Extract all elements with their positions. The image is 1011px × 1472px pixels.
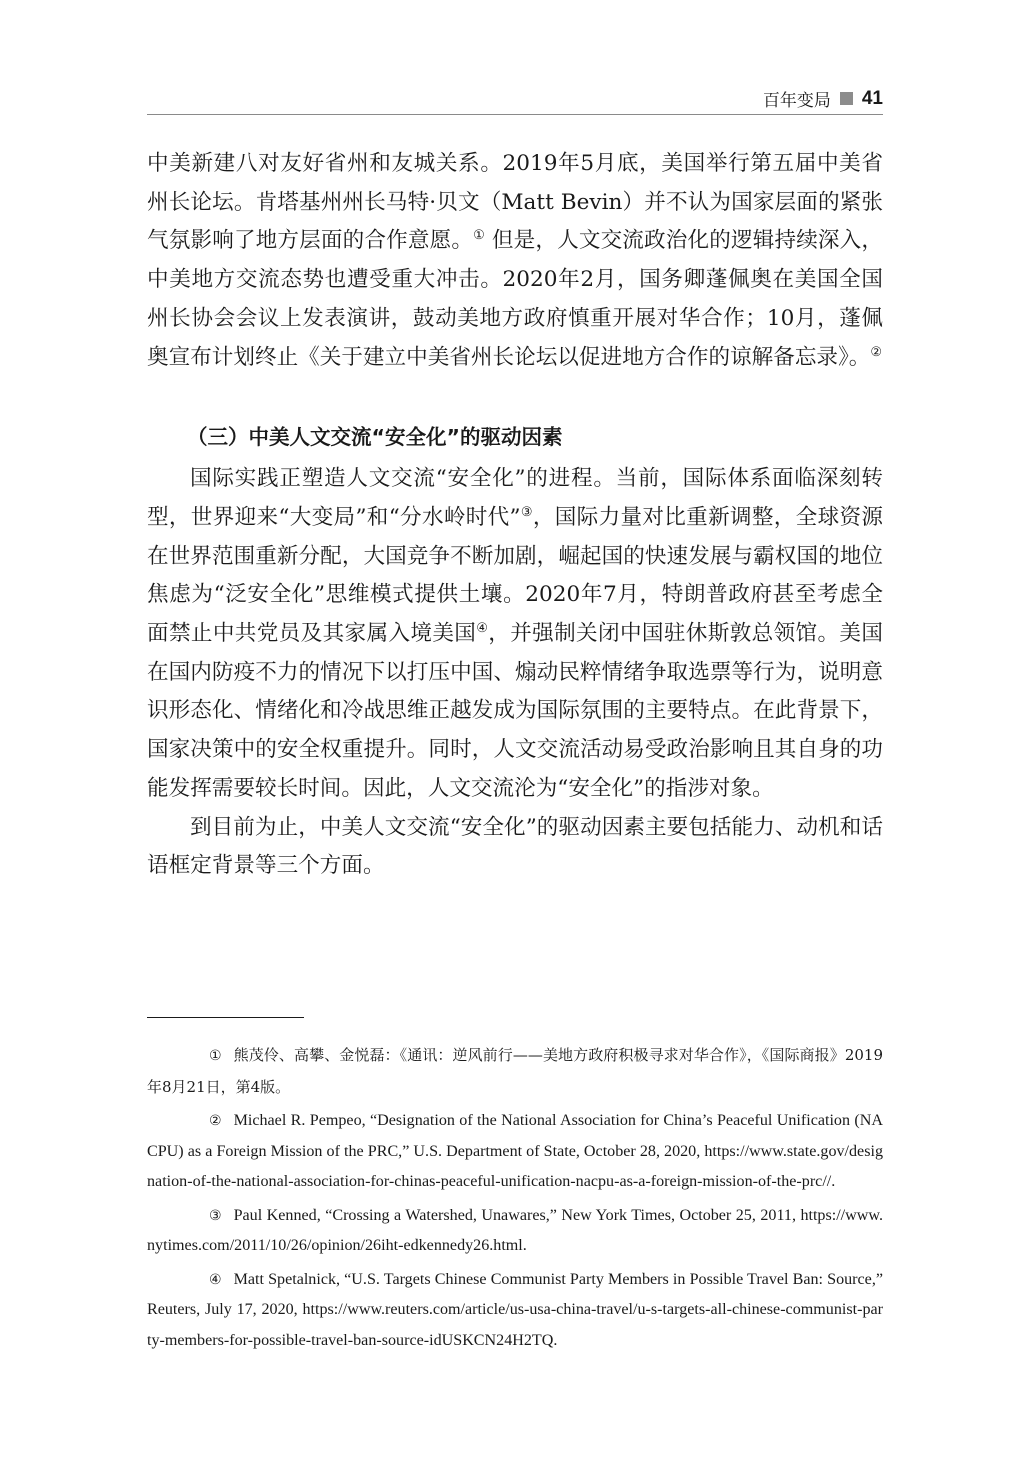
paragraph-2 xyxy=(147,460,883,808)
footnote-marker: ③ xyxy=(209,1207,222,1224)
footnote-2 xyxy=(147,1106,883,1198)
running-header xyxy=(147,84,883,115)
footnote-ref-4[interactable]: ④ xyxy=(476,620,489,636)
section-heading: （三）中美人文交流“安全化”的驱动因素 xyxy=(187,425,563,450)
footnotes xyxy=(147,1040,883,1359)
paragraph-2-part-c: ，并强制关闭中国驻休斯敦总领馆。美国在国内防疫不力的情况下以打压中国、煽动民粹情绪争取选票等行为，说明意识形态化、情绪化和冷战思维正越发成为国际氛围的主要特点。在此背景下，国家决策中的安全权重提升。同时，人文交流活动易受政治影响且其自身的功能发挥需要较长时间。因此，人文交流沦为“安全化”的指涉对象。 xyxy=(147,621,883,801)
main-text xyxy=(147,145,883,886)
footnote-marker: ① xyxy=(209,1048,222,1064)
footnote-ref-2[interactable]: ② xyxy=(870,344,883,360)
paragraph-3: 到目前为止，中美人文交流“安全化”的驱动因素主要包括能力、动机和话语框定背景等三个方面。 xyxy=(147,814,883,879)
footnote-3 xyxy=(147,1201,883,1262)
footnote-ref-3[interactable]: ③ xyxy=(520,504,533,520)
footnote-1 xyxy=(147,1040,883,1103)
paragraph-1 xyxy=(147,145,883,377)
page-number: 41 xyxy=(861,87,883,109)
footnote-marker: ④ xyxy=(209,1271,222,1288)
paragraph-2-part-b: ，国际力量对比重新调整，全球资源在世界范围重新分配，大国竞争不断加剧，崛起国的快速发展与霸权国的地位焦虑为“泛安全化”思维模式提供土壤。2020年7月，特朗普政府甚至考虑全面禁止中共党员及其家属入境美国 xyxy=(147,504,883,647)
square-bullet-icon xyxy=(840,92,853,105)
paragraph-1-part-a: 中美新建八对友好省州和友城关系。2019年5月底，美国举行第五届中美省州长论坛。肯塔基州州长马特·贝文（Matt Bevin）并不认为国家层面的紧张气氛影响了地方层面的合作意愿。 xyxy=(147,151,883,254)
footnote-marker: ② xyxy=(209,1113,222,1129)
footnote-text: Paul Kenned, “Crossing a Watershed, Unawares,” New York Times, October 25, 2011, https://www.nytimes.com/2011/10/26/opinion/26iht-edkennedy26.html. xyxy=(147,1206,883,1254)
running-title: 百年变局 xyxy=(762,91,831,111)
header-right xyxy=(763,86,883,111)
footnote-ref-1[interactable]: ① xyxy=(473,228,485,244)
footnote-text: 熊茂伶、高攀、金悦磊：《通讯：逆风前行——美地方政府积极寻求对华合作》，《国际商报》2019年8月21日，第4版。 xyxy=(147,1046,883,1096)
footnote-text: Michael R. Pempeo, “Designation of the National Association for China’s Peaceful Unification (NACPU) as a Foreign Mission of the PRC,” U.S. Department of State, October 28, 2020, https://www.state.gov/designation-of-the-national-association-for-chinas-peaceful-unification-nacpu-as-a-foreign-mission-of-the-prc//. xyxy=(147,1112,883,1190)
footnote-separator xyxy=(147,1017,304,1018)
paragraph-1-part-b: 但是，人文交流政治化的逻辑持续深入，中美地方交流态势也遭受重大冲击。2020年2月，国务卿蓬佩奥在美国全国州长协会会议上发表演讲，鼓动美地方政府慎重开展对华合作；10月，蓬佩奥宣布计划终止《关于建立中美省州长论坛以促进地方合作的谅解备忘录》。 xyxy=(147,228,884,370)
paragraph-2-part-a: 国际实践正塑造人文交流“安全化”的进程。当前，国际体系面临深刻转型，世界迎来“大变局”和“分水岭时代” xyxy=(147,466,883,530)
footnote-4 xyxy=(147,1265,883,1357)
footnote-text: Matt Spetalnick, “U.S. Targets Chinese Communist Party Members in Possible Travel Ban: Source,” Reuters, July 17, 2020, https://www.reuters.com/article/us-usa-china-travel/u-s-targets-all-chinese-communist-party-members-for-possible-travel-ban-source-idUSKCN24H2TQ. xyxy=(147,1270,883,1349)
